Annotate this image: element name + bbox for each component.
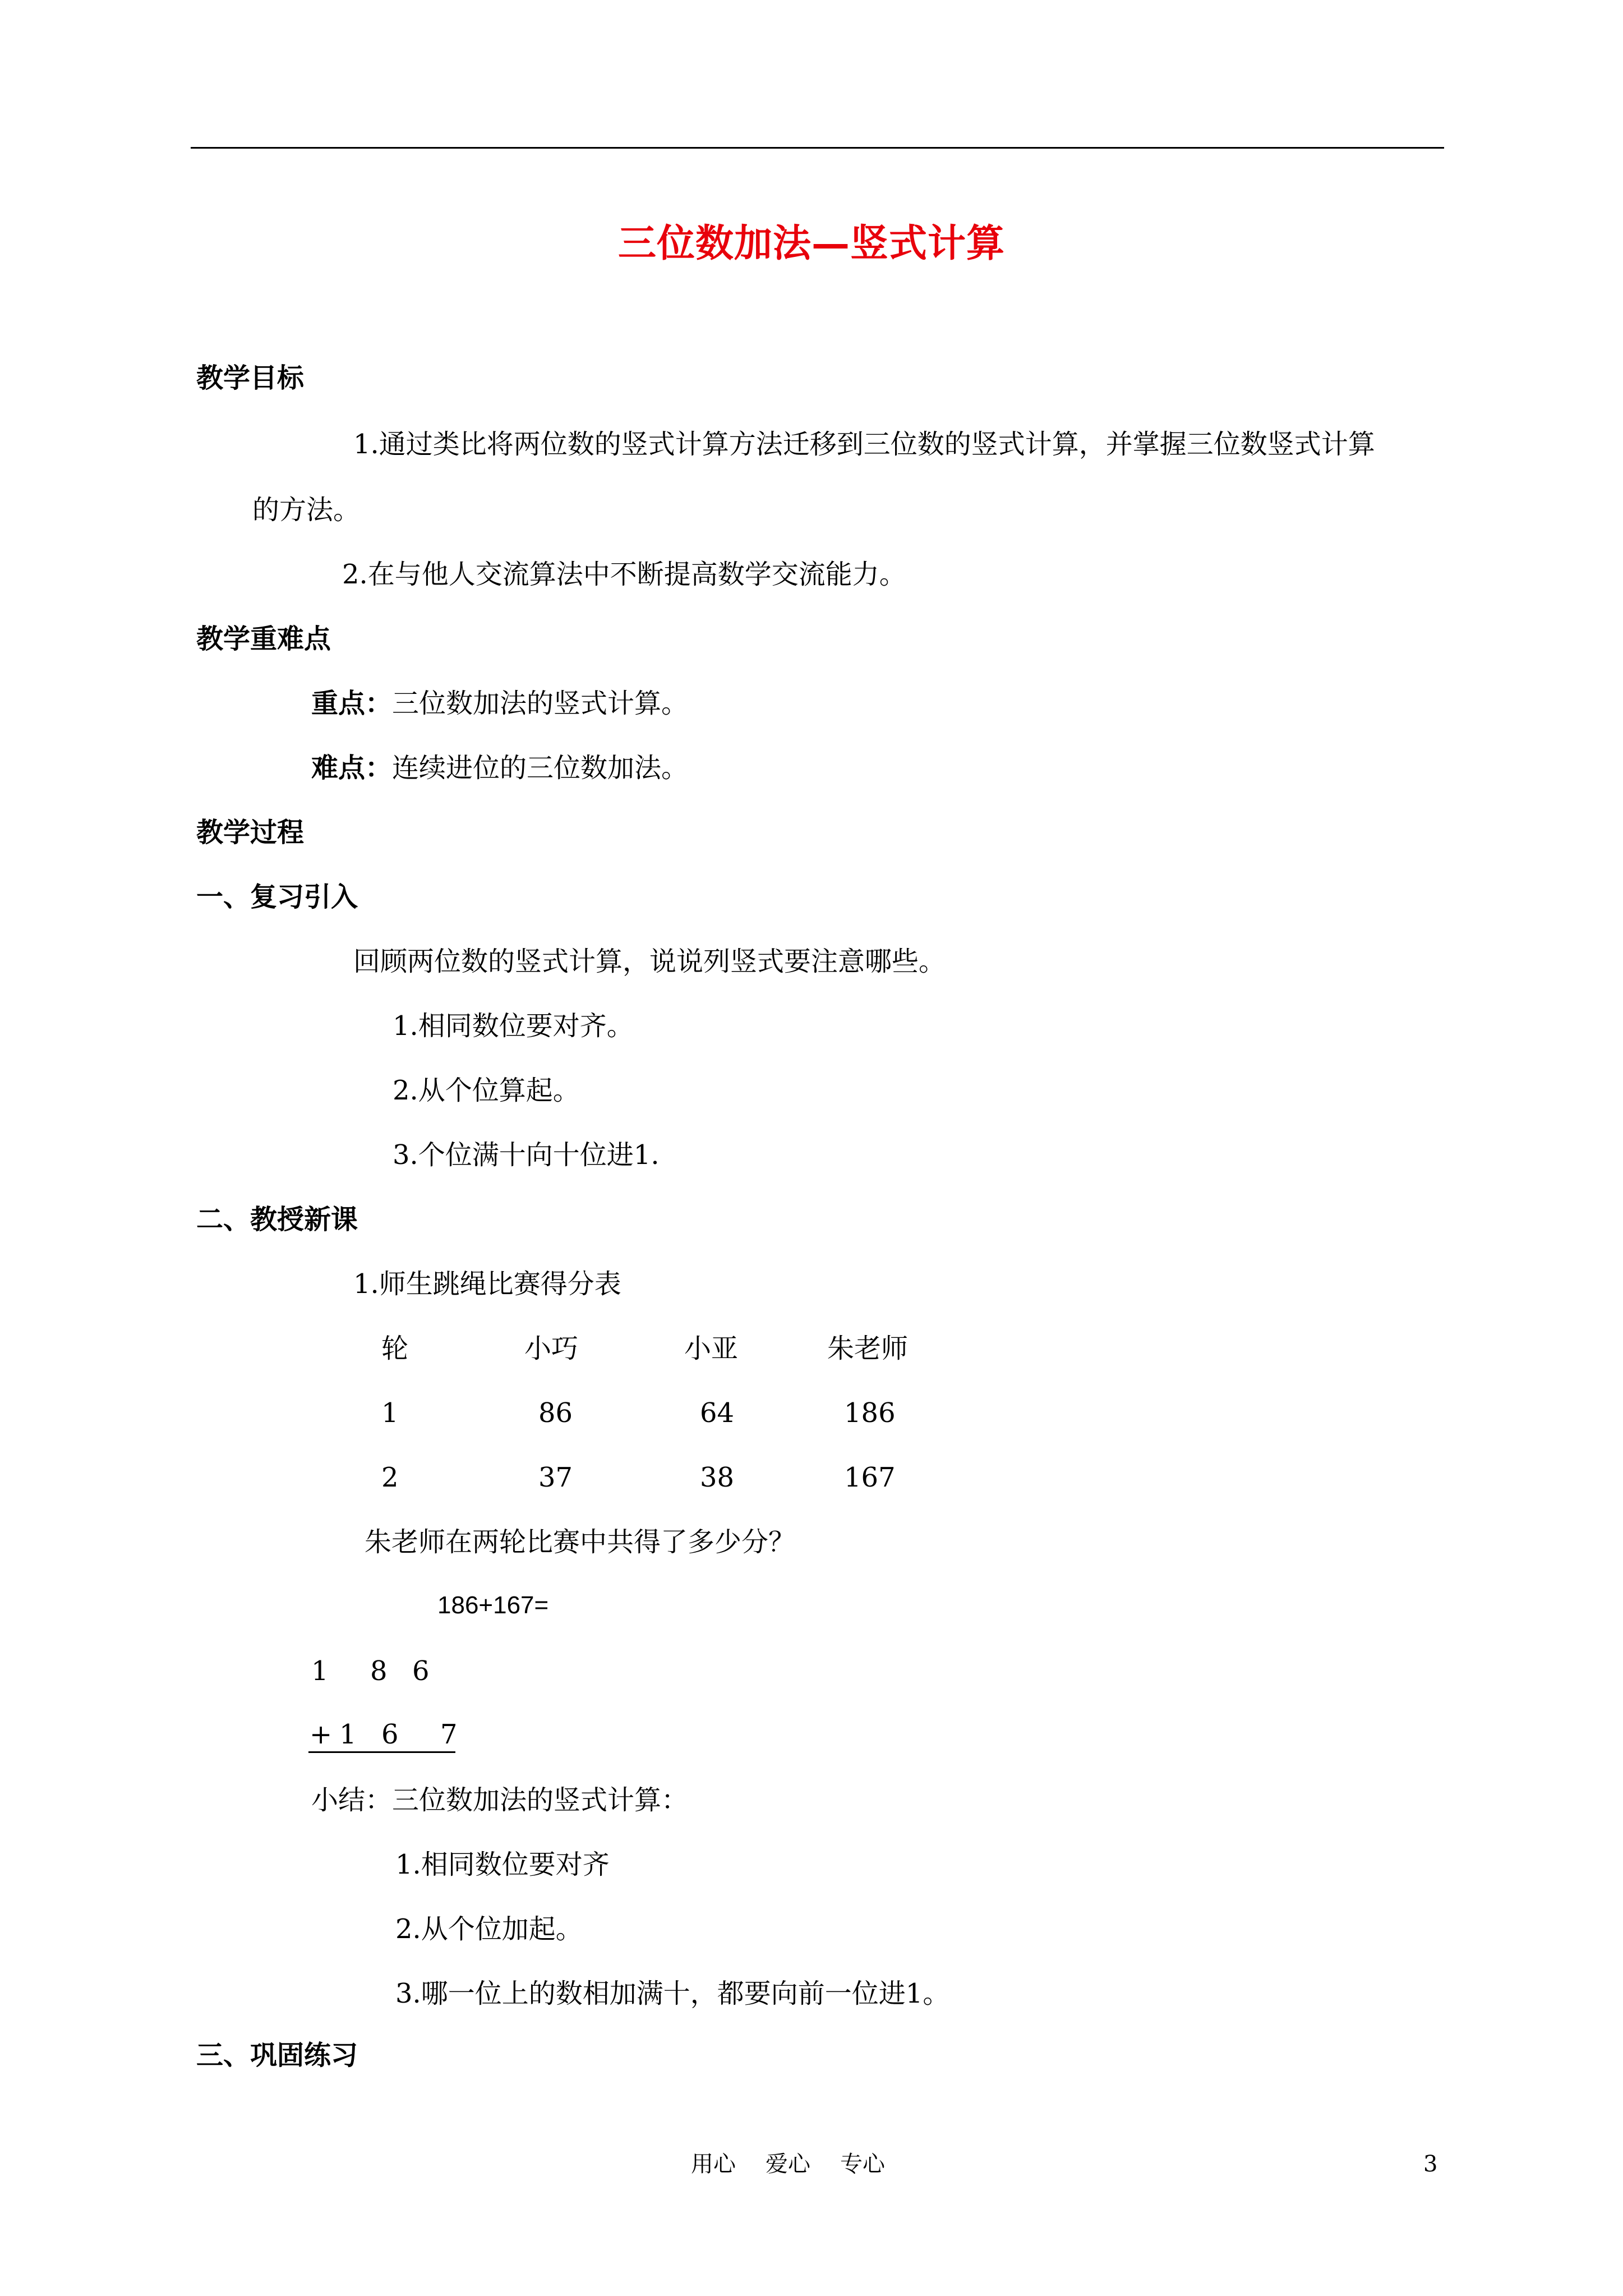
page-number: 3 bbox=[1423, 2151, 1438, 2177]
header-rule bbox=[191, 147, 1444, 149]
footer-slogan-word: 爱心 bbox=[766, 2151, 810, 2177]
section-1-item: 3.个位满十向十位进1. bbox=[393, 1139, 660, 1171]
objective-item-2: 2.在与他人交流算法中不断提高数学交流能力。 bbox=[342, 559, 906, 590]
section-1-item: 2.从个位算起。 bbox=[393, 1075, 580, 1106]
table-cell: 1 bbox=[381, 1397, 399, 1429]
vertical-bottom-digit: 6 bbox=[381, 1719, 399, 1750]
table-cell: 38 bbox=[700, 1462, 735, 1493]
summary-item: 2.从个位加起。 bbox=[395, 1913, 583, 1945]
question-text: 朱老师在两轮比赛中共得了多少分？ bbox=[365, 1526, 796, 1558]
summary-item: 3.哪一位上的数相加满十，都要向前一位进1。 bbox=[395, 1978, 950, 2009]
vertical-top-digit: 6 bbox=[412, 1655, 430, 1687]
objective-item-1-line-1: 1.通过类比将两位数的竖式计算方法迁移到三位数的竖式计算，并掌握三位数竖式计算 bbox=[353, 429, 1375, 460]
objectives-heading: 教学目标 bbox=[196, 362, 305, 394]
section-1-heading: 一、复习引入 bbox=[196, 881, 358, 913]
table-header-cell: 小亚 bbox=[684, 1333, 739, 1364]
section-1-item: 1.相同数位要对齐。 bbox=[393, 1010, 634, 1042]
focus-line bbox=[311, 690, 688, 717]
document-title: 三位数加法—竖式计算 bbox=[617, 221, 1005, 266]
section-3-heading: 三、巩固练习 bbox=[196, 2040, 358, 2071]
focus-label: 重点： bbox=[311, 688, 393, 719]
sum-line bbox=[308, 1751, 455, 1753]
difficulty-line bbox=[311, 752, 689, 784]
summary-item: 1.相同数位要对齐 bbox=[395, 1849, 610, 1880]
equation-text: 186+167= bbox=[437, 1591, 549, 1619]
objective-item-1-line-2: 的方法。 bbox=[252, 494, 361, 526]
focus-text: 三位数加法的竖式计算。 bbox=[392, 688, 689, 719]
footer-slogan-word: 用心 bbox=[691, 2151, 736, 2177]
table-cell: 37 bbox=[538, 1462, 573, 1493]
difficulty-label: 难点： bbox=[311, 752, 393, 784]
key-points-heading: 教学重难点 bbox=[196, 623, 331, 655]
table-cell: 186 bbox=[844, 1397, 896, 1429]
table-header-cell: 小巧 bbox=[524, 1333, 579, 1364]
vertical-top-digit: 8 bbox=[370, 1655, 388, 1687]
score-table-title: 1.师生跳绳比赛得分表 bbox=[353, 1268, 621, 1300]
table-header-cell: 轮 bbox=[381, 1333, 409, 1364]
table-header-cell: 朱老师 bbox=[827, 1333, 909, 1364]
process-heading: 教学过程 bbox=[196, 817, 305, 848]
footer-slogan-word: 专心 bbox=[840, 2151, 885, 2177]
table-cell: 64 bbox=[700, 1397, 735, 1429]
vertical-top-digit: 1 bbox=[311, 1655, 329, 1687]
table-cell: 86 bbox=[538, 1397, 573, 1429]
table-cell: 167 bbox=[844, 1462, 896, 1493]
section-2-heading: 二、教授新课 bbox=[196, 1204, 358, 1235]
summary-heading: 小结：三位数加法的竖式计算： bbox=[311, 1784, 689, 1816]
table-cell: 2 bbox=[381, 1462, 399, 1493]
vertical-bottom-digit: 7 bbox=[440, 1719, 458, 1750]
vertical-bottom-digit: 1 bbox=[339, 1719, 357, 1750]
difficulty-text: 连续进位的三位数加法。 bbox=[392, 752, 689, 784]
section-1-intro: 回顾两位数的竖式计算，说说列竖式要注意哪些。 bbox=[353, 946, 946, 977]
plus-sign: + bbox=[310, 1719, 333, 1750]
